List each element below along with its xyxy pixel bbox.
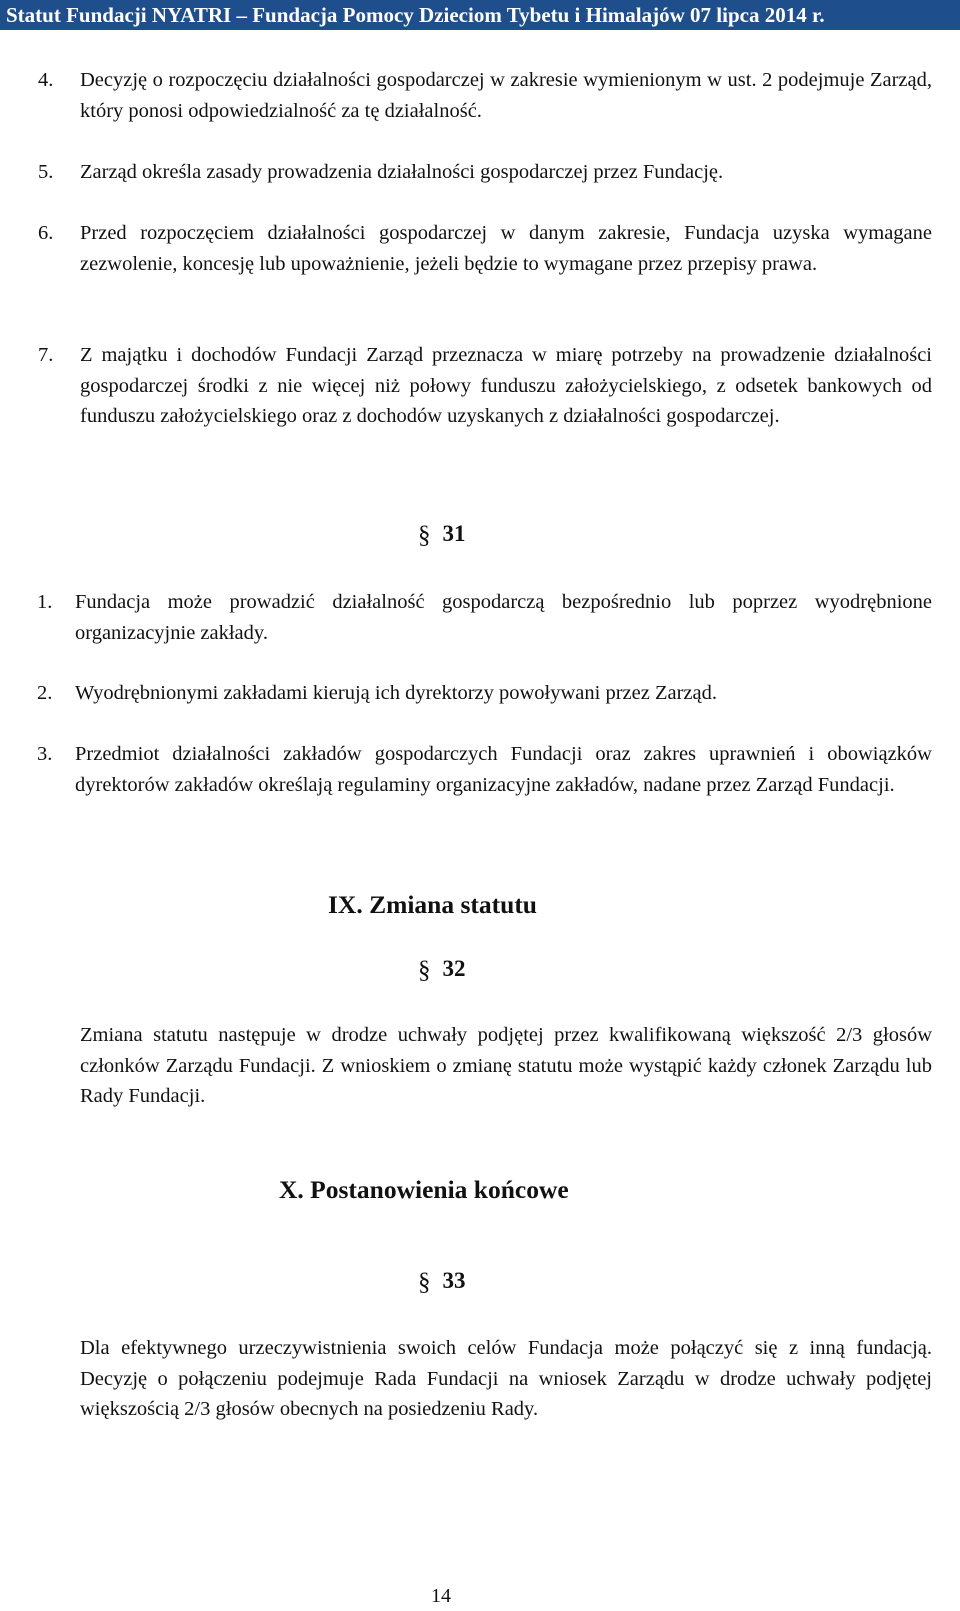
item-text: Z majątku i dochodów Fundacji Zarząd przeznacza w miarę potrzeby na prowadzenie działalności gospodarczej środki z nie więcej niż połowy funduszu założycielskiego, z odsetek bankowych od funduszu założycielskiego oraz z dochodów uzyskanych z działalności gospodarczej. xyxy=(80,344,932,427)
paragraph-33: Dla efektywnego urzeczywistnienia swoich celów Fundacja może połączyć się z inną fundacją. Decyzję o połączeniu podejmuje Rada Fundacji na wniosek Zarządu w drodze uchwały podjętej większością 2/3 głosów obecnych na posiedzeniu Rady. xyxy=(80,1337,932,1420)
item-number: 2. xyxy=(37,682,53,704)
document-header: Statut Fundacji NYATRI – Fundacja Pomocy Dzieciom Tybetu i Himalajów 07 lipca 2014 r. xyxy=(0,0,960,30)
section-number: 32 xyxy=(442,956,466,981)
section-number: 33 xyxy=(442,1268,466,1293)
item-number: 3. xyxy=(37,743,53,765)
item-text: Zarząd określa zasady prowadzenia działalności gospodarczej przez Fundację. xyxy=(80,161,724,183)
item-text: Wyodrębnionymi zakładami kierują ich dyrektorzy powoływani przez Zarząd. xyxy=(75,682,717,704)
item-text: Przed rozpoczęciem działalności gospodarczej w danym zakresie, Fundacja uzyska wymagane zezwolenie, koncesję lub upoważnienie, jeżeli będzie to wymagane przez przepisy prawa. xyxy=(80,222,932,275)
section-sign-icon: § xyxy=(418,957,431,984)
paragraph-31-item-3 xyxy=(37,739,932,800)
page-number: 14 xyxy=(431,1585,451,1607)
section-heading-33 xyxy=(418,1268,466,1297)
item-text: Fundacja może prowadzić działalność gospodarczą bezpośrednio lub poprzez wyodrębnione organizacyjnie zakłady. xyxy=(75,591,932,644)
section-number: 31 xyxy=(442,521,466,546)
chapter-heading-x: X. Postanowienia końcowe xyxy=(279,1175,569,1204)
section-heading-31 xyxy=(418,521,466,550)
item-number: 6. xyxy=(38,222,54,244)
item-number: 7. xyxy=(38,344,54,366)
paragraph-item-5 xyxy=(38,157,932,188)
item-number: 1. xyxy=(37,591,53,613)
section-sign-icon: § xyxy=(418,1269,431,1296)
paragraph-item-6 xyxy=(38,218,932,279)
paragraph-31-item-2 xyxy=(37,678,932,709)
section-heading-32 xyxy=(418,956,466,985)
section-sign-icon: § xyxy=(418,522,431,549)
paragraph-31-item-1 xyxy=(37,587,932,648)
paragraph-item-7 xyxy=(38,340,932,432)
item-number: 5. xyxy=(38,161,54,183)
chapter-heading-ix: IX. Zmiana statutu xyxy=(328,890,537,919)
paragraph-32: Zmiana statutu następuje w drodze uchwały podjętej przez kwalifikowaną większość 2/3 głosów członków Zarządu Fundacji. Z wnioskiem o zmianę statutu może wystąpić każdy członek Zarządu lub Rady Fundacji. xyxy=(80,1024,932,1107)
paragraph-item-4 xyxy=(38,65,932,126)
item-text: Przedmiot działalności zakładów gospodarczych Fundacji oraz zakres uprawnień i obowiązków dyrektorów zakładów określają regulaminy organizacyjne zakładów, nadane przez Zarząd Fundacji. xyxy=(75,743,932,796)
item-number: 4. xyxy=(38,69,54,91)
item-text: Decyzję o rozpoczęciu działalności gospodarczej w zakresie wymienionym w ust. 2 podejmuje Zarząd, który ponosi odpowiedzialność za tę działalność. xyxy=(80,69,932,122)
